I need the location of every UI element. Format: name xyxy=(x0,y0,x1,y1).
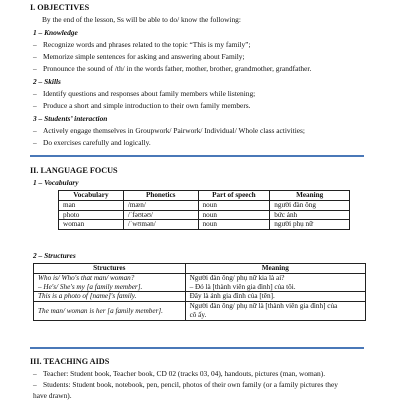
table-cell: woman xyxy=(59,220,124,230)
teaching-aids-heading: III. TEACHING AIDS xyxy=(30,357,110,366)
objectives-intro: By the end of the lesson, Ss will be able to do/ know the following: xyxy=(42,15,241,24)
table-row xyxy=(34,273,366,292)
teaching-aid-continuation: have drawn). xyxy=(33,391,72,400)
meaning-cell: Đây là ảnh gia đình của [tên]. xyxy=(185,292,365,302)
structure-cell: This is a photo of [name]'s family. xyxy=(34,292,186,302)
table-row xyxy=(59,210,350,220)
vocabulary-table xyxy=(58,190,350,230)
table-cell: noun xyxy=(198,220,270,230)
vocab-col-header: Vocabulary xyxy=(59,191,124,201)
meaning-cell: Người đàn ông/ phụ nữ kia là ai? – Đó là [thành viên gia đình] của tôi. xyxy=(185,273,365,292)
table-cell: noun xyxy=(198,200,270,210)
table-cell: bức ảnh xyxy=(270,210,350,220)
meaning-cell: Người đàn ông/ phụ nữ là [thành viên gia đình] của cô ấy. xyxy=(185,302,365,321)
vocabulary-header-row xyxy=(59,191,350,201)
lesson-plan-page: I. OBJECTIVES By the end of the lesson, Ss will be able to do/ know the following: 1 – Knowledge – Recognize words and phrases related to the topic “This is my family”; – Memorize simple sentences for asking and answering about Family; – Pronounce the sound of /th/ in the words father, mother, brother, grandmother, grandfather. 2 – Skills – Identify questions and responses about family members while listening; – Produce a short and simple introduction to their own family members. 3 – Students’ interaction – Actively engage themselves in Groupwork/ Pairwork/ Individual/ Whole class activities; – Do exercises carefully and logically. II. LANGUAGE FOCUS 1 – Vocabulary Vocabulary Phonetics Part of speech Meaning man /mæn/ noun người đàn ông photo /ˈfəʊtəʊ/ noun bức ảnh woman /ˈwʊmən/ noun người phụ nữ 2 – Structures Structures Meaning Who is/ Who's that man/ woman? – He's/ She's my [a family member]. Người đàn ông/ phụ nữ kia là ai? – Đó là [thành viên gia đình] của tôi. This is a photo of [name]'s family. Đây là ảnh gia đình của [tên]. The man/ woman is her [a family member]. Người đàn ông/ phụ nữ là [thành viên gia đình] của cô ấy. III. TEACHING AIDS – Teacher: Student book, Teacher book, CD 02 (tracks 03, 04), handouts, pictures (man, woman). – Students: Student book, notebook, pen, pencil, photos of their own family (or a family pictures they have drawn). xyxy=(0,0,400,400)
language-focus-heading: II. LANGUAGE FOCUS xyxy=(30,166,118,175)
knowledge-title: 1 – Knowledge xyxy=(33,28,78,37)
section-divider xyxy=(30,347,364,349)
phonetics-col-header: Phonetics xyxy=(123,191,198,201)
table-cell: /mæn/ xyxy=(123,200,198,210)
meaning-col-header: Meaning xyxy=(185,264,365,274)
vocabulary-title: 1 – Vocabulary xyxy=(33,178,79,187)
table-row xyxy=(34,302,366,321)
structure-cell: Who is/ Who's that man/ woman? – He's/ She's my [a family member]. xyxy=(34,273,186,292)
table-cell: noun xyxy=(198,210,270,220)
table-cell: man xyxy=(59,200,124,210)
table-cell: photo xyxy=(59,210,124,220)
structures-title: 2 – Structures xyxy=(33,251,76,260)
meaning-col-header: Meaning xyxy=(270,191,350,201)
skills-title: 2 – Skills xyxy=(33,77,61,86)
table-cell: /ˈwʊmən/ xyxy=(123,220,198,230)
table-row xyxy=(59,200,350,210)
structures-col-header: Structures xyxy=(34,264,186,274)
structure-cell: The man/ woman is her [a family member]. xyxy=(34,302,186,321)
table-row xyxy=(59,220,350,230)
pos-col-header: Part of speech xyxy=(198,191,270,201)
table-cell: /ˈfəʊtəʊ/ xyxy=(123,210,198,220)
objectives-heading: I. OBJECTIVES xyxy=(30,3,90,12)
table-cell: người đàn ông xyxy=(270,200,350,210)
section-divider xyxy=(30,155,364,157)
table-cell: người phụ nữ xyxy=(270,220,350,230)
interaction-title: 3 – Students’ interaction xyxy=(33,114,108,123)
table-row xyxy=(34,292,366,302)
structures-table xyxy=(33,263,366,321)
structures-header-row xyxy=(34,264,366,274)
